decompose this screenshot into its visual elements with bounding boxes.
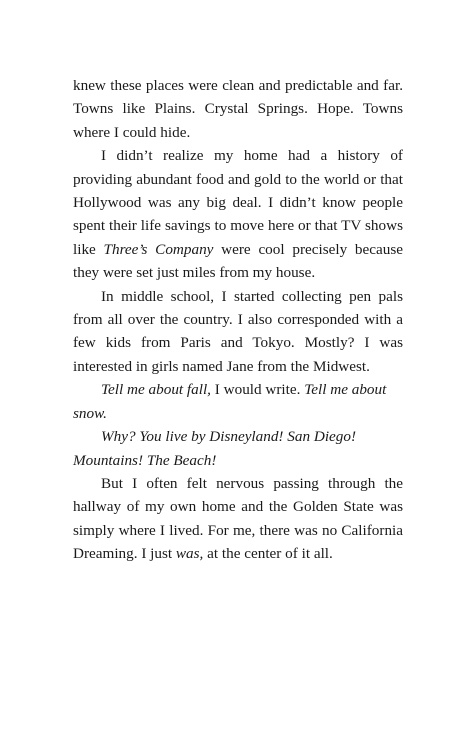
paragraph-6-text-c: at the center of it all.	[203, 545, 333, 563]
paragraph-1: knew these places were clean and predictable and far. Towns like Plains. Crystal Springs. Hope. Towns where I could hide.	[73, 77, 403, 141]
paragraph-5-italic: Why? You live by Disneyland! San Diego! Mountains! The Beach!	[73, 428, 357, 469]
paragraph-6-italic-b: was,	[175, 545, 204, 563]
show-title: Three’s Company	[103, 240, 214, 258]
paragraph-5	[73, 425, 403, 472]
paragraph-4-text-b: I would write.	[210, 381, 305, 399]
paragraph-4	[73, 378, 403, 425]
paragraph-6	[73, 472, 403, 566]
body-text	[73, 74, 403, 566]
paragraph-4-italic-a: Tell me about fall,	[101, 381, 211, 399]
paragraph-2-text-a: I didn’t realize my home had a history of providing abundant food and gold to the world or that Hollywood was any big deal. I didn’t know people spent their life savings to move here or that TV shows like	[73, 147, 403, 258]
paragraph-6-text-a: But I often felt nervous passing through the hallway of my own home and the Golden State was simply where I lived. For me, there was no California Dreaming. I just	[73, 474, 403, 563]
paragraph-3: In middle school, I started collecting pen pals from all over the country. I also corresponded with a few kids from Paris and Tokyo. Mostly? I was interested in girls named Jane from the Midwest.	[73, 287, 403, 375]
paragraph-2-text-c: were cool precisely because they were set just miles from my house.	[73, 240, 403, 282]
paragraph-4-italic-c: Tell me about snow.	[73, 381, 387, 422]
paragraph-2	[73, 144, 403, 284]
